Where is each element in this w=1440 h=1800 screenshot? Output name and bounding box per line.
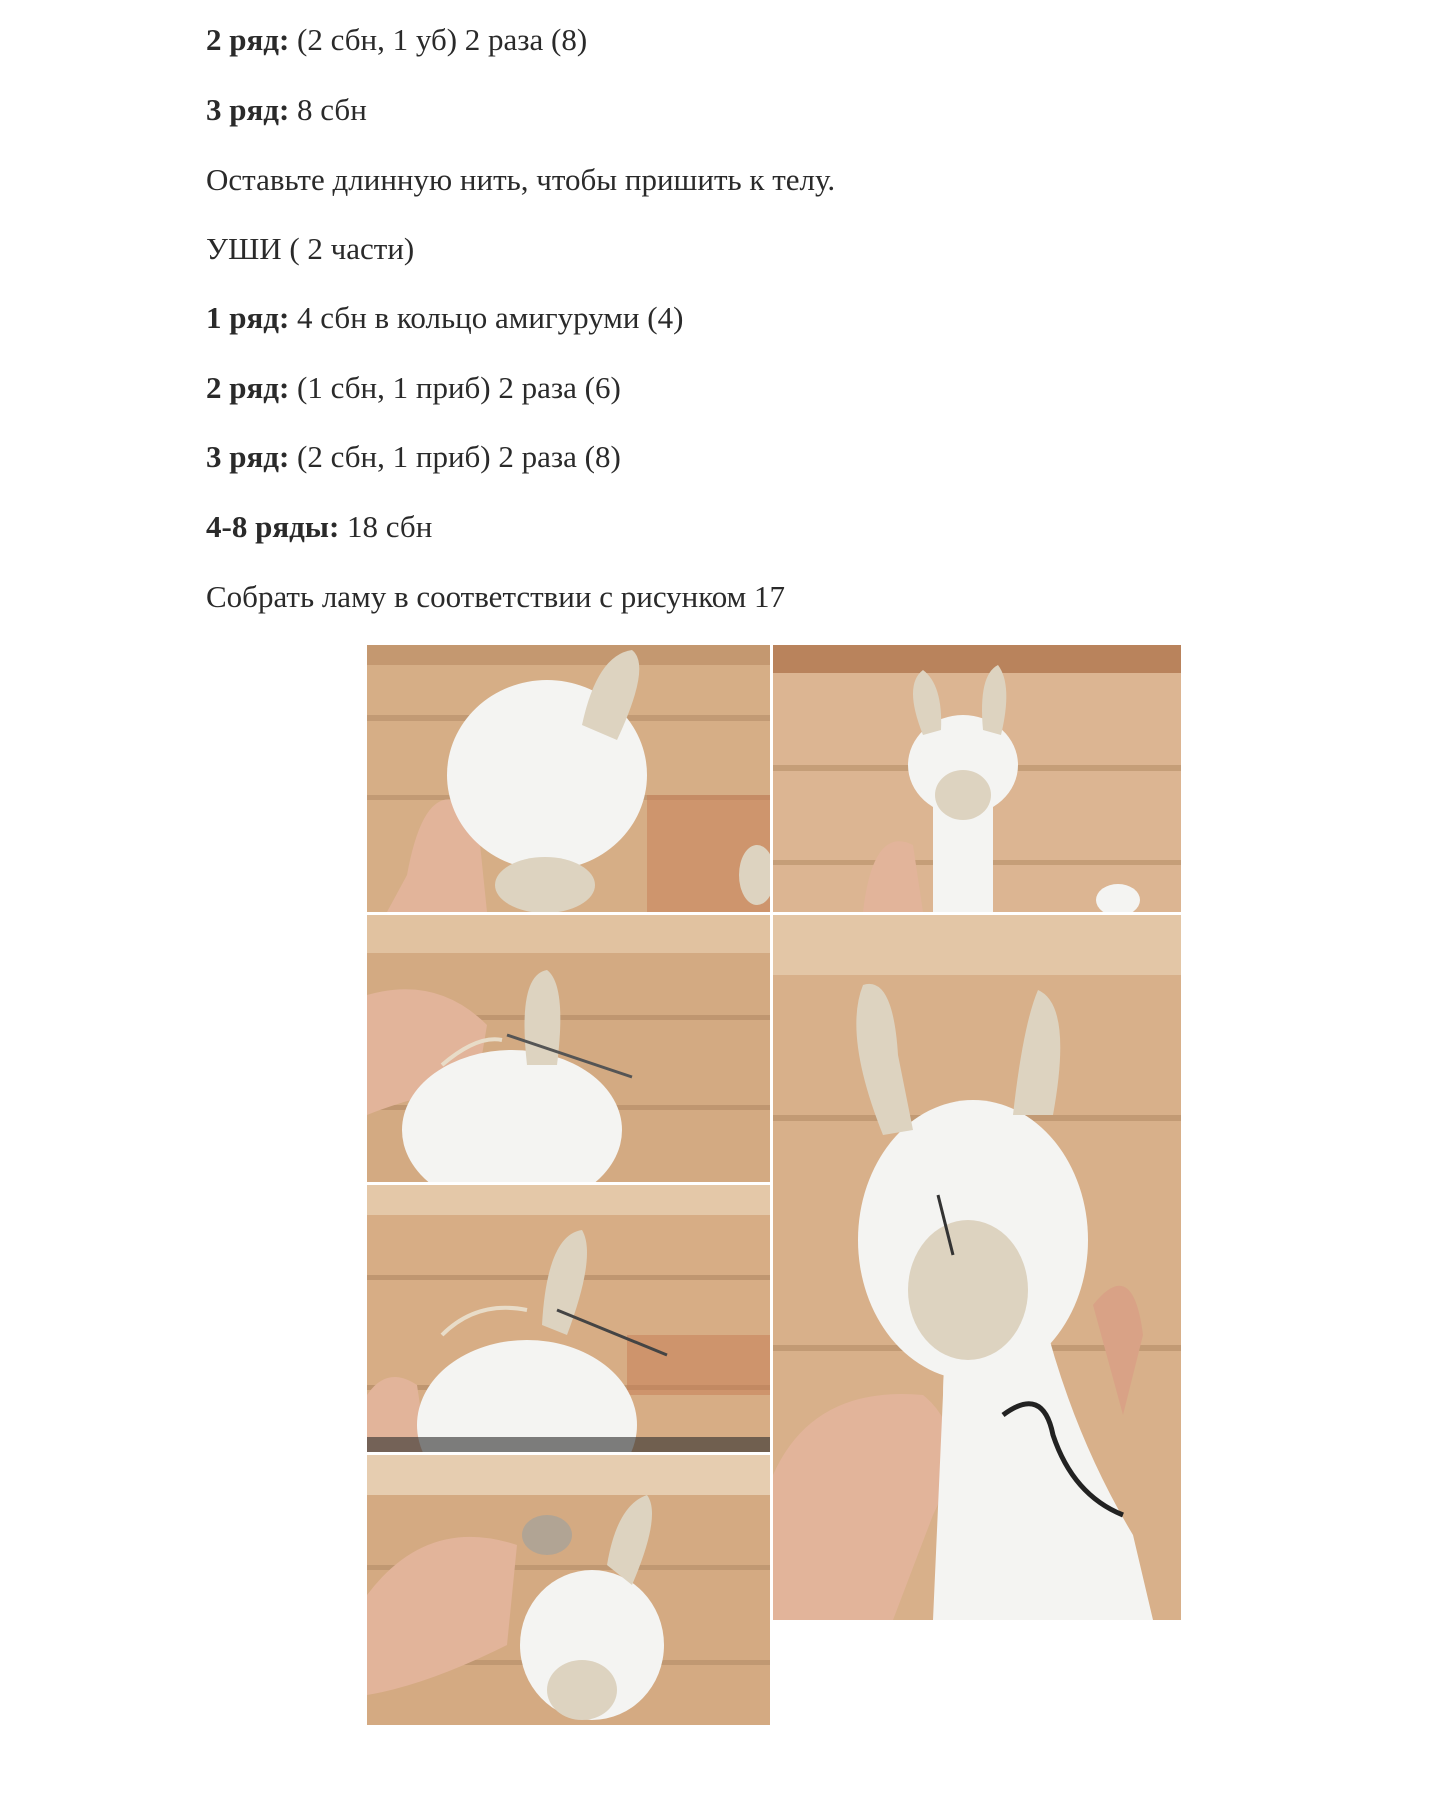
row-text: (2 сбн, 1 уб) 2 раза (8) [289,22,588,57]
ears-heading: УШИ ( 2 части) [206,231,415,266]
photo-stitching-ear [367,1185,770,1452]
ears-row-2-line [206,368,621,408]
row-label: 1 ряд: [206,300,290,335]
row-2-line [206,20,587,60]
photo-head-ear-side [367,645,770,912]
row-text: (1 сбн, 1 приб) 2 раза (6) [289,370,621,405]
photo-head-muzzle-closeup [773,915,1181,1620]
row-label: 3 ряд: [206,439,290,474]
row-text: (2 сбн, 1 приб) 2 раза (8) [289,439,621,474]
ears-row-4-8-line [206,507,432,547]
row-3-line [206,90,367,130]
row-text: 18 сбн [339,509,433,544]
row-text: 8 сбн [289,92,367,127]
row-label: 3 ряд: [206,92,290,127]
photo-head-front [773,645,1181,912]
photo-sewing-ear [367,915,770,1182]
ears-row-1-line [206,298,683,338]
assemble-note: Собрать ламу в соответствии с рисунком 17 [206,579,786,614]
row-label: 4-8 ряды: [206,509,340,544]
photo-assembled-head [367,1455,770,1725]
row-label: 2 ряд: [206,22,290,57]
leave-thread-note: Оставьте длинную нить, чтобы пришить к телу. [206,162,836,197]
row-text: 4 сбн в кольцо амигуруми (4) [289,300,684,335]
ears-row-3-line [206,437,621,477]
row-label: 2 ряд: [206,370,290,405]
